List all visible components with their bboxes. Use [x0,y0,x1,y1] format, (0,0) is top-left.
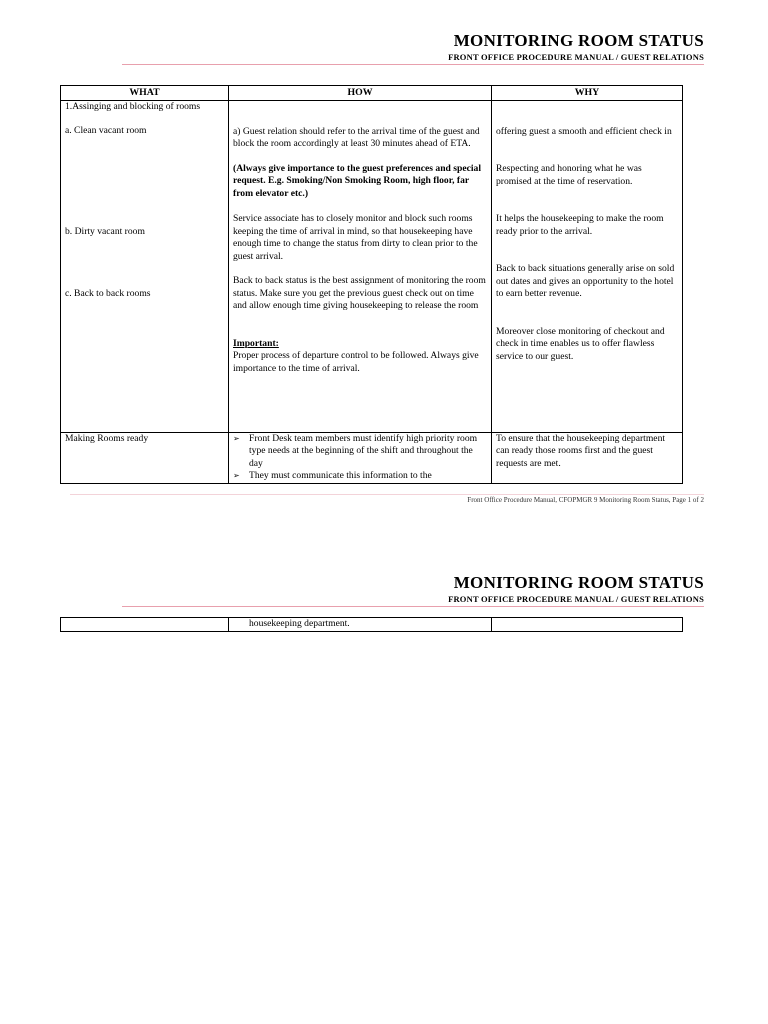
table-row-continued [61,618,683,632]
why-continued-cell [492,618,683,632]
why-back-to-back-1: Back to back situations generally arise on sold out dates and gives an opportunity to the hotel to earn better revenue. [496,263,675,299]
how-making-ready [229,432,492,483]
why-clean-vacant-1: offering guest a smooth and efficient check in [496,125,672,137]
page2-header [448,573,704,605]
what-making-ready: Making Rooms ready [61,432,229,483]
column-header-how: HOW [229,86,492,101]
how-continued-text: housekeeping department. [249,618,350,629]
list-item: ➢ They must communicate this information to the [233,470,487,483]
what-clean-vacant: a. Clean vacant room [65,125,147,136]
page1-footer: Front Office Procedure Manual, CFOPMGR 9 Monitoring Room Status, Page 1 of 2 [467,496,704,504]
column-header-why: WHY [492,86,683,101]
page1-procedure-table [60,85,683,484]
why-making-ready: To ensure that the housekeeping department can ready those rooms first and the guest requests are met. [492,432,683,483]
how-back-to-back-1: Back to back status is the best assignment of monitoring the room status. Make sure you get the previous guest check out on time and allow enough time giving housekeeping to release the room [233,275,486,311]
important-label: Important: [233,337,279,349]
page2-subtitle: FRONT OFFICE PROCEDURE MANUAL / GUEST RELATIONS [448,594,704,604]
what-cell [61,100,229,432]
page2-header-rule [122,606,704,607]
page1-subtitle: FRONT OFFICE PROCEDURE MANUAL / GUEST RELATIONS [448,52,704,62]
what-back-to-back: c. Back to back rooms [65,288,151,299]
why-dirty-vacant: It helps the housekeeping to make the room ready prior to the arrival. [496,213,664,237]
table-row-assigning-rooms [61,100,683,432]
column-header-what: WHAT [61,86,229,101]
how-clean-vacant-2: (Always give importance to the guest preferences and special request. E.g. Smoking/Non Smoking Room, high floor, far from elevator etc.) [233,162,481,199]
page2-procedure-table [60,617,683,632]
table-header-row [61,86,683,101]
page2-title: MONITORING ROOM STATUS [453,573,704,592]
list-item: ➢ Front Desk team members must identify high priority room type needs at the beginning of the shift and throughout the day [233,433,487,471]
what-continued-cell [61,618,229,632]
how-continued-cell [229,618,492,632]
page1-title: MONITORING ROOM STATUS [453,31,704,50]
how-cell [229,100,492,432]
how-clean-vacant-1: a) Guest relation should refer to the arrival time of the guest and block the room accordingly at least 30 minutes ahead of ETA. [233,125,480,149]
why-cell [492,100,683,432]
page1-header-rule [122,64,704,65]
why-back-to-back-2: Moreover close monitoring of checkout and check in time enables us to offer flawless service to our guest. [496,325,665,362]
how-dirty-vacant: Service associate has to closely monitor and block such rooms keeping the time of arrival in mind, so that housekeeping have enough time to change the status from dirty to clean prior to the guest arrival. [233,213,478,262]
table-row-making-rooms-ready [61,432,683,483]
what-dirty-vacant: b. Dirty vacant room [65,225,145,237]
how-back-to-back-2: Proper process of departure control to be followed. Always give importance to the time of arrival. [233,350,479,374]
page1-header [448,31,704,63]
section-heading: 1.Assinging and blocking of rooms [65,100,201,112]
page1-footer-rule [70,494,704,495]
why-clean-vacant-2: Respecting and honoring what he was promised at the time of reservation. [496,163,642,187]
